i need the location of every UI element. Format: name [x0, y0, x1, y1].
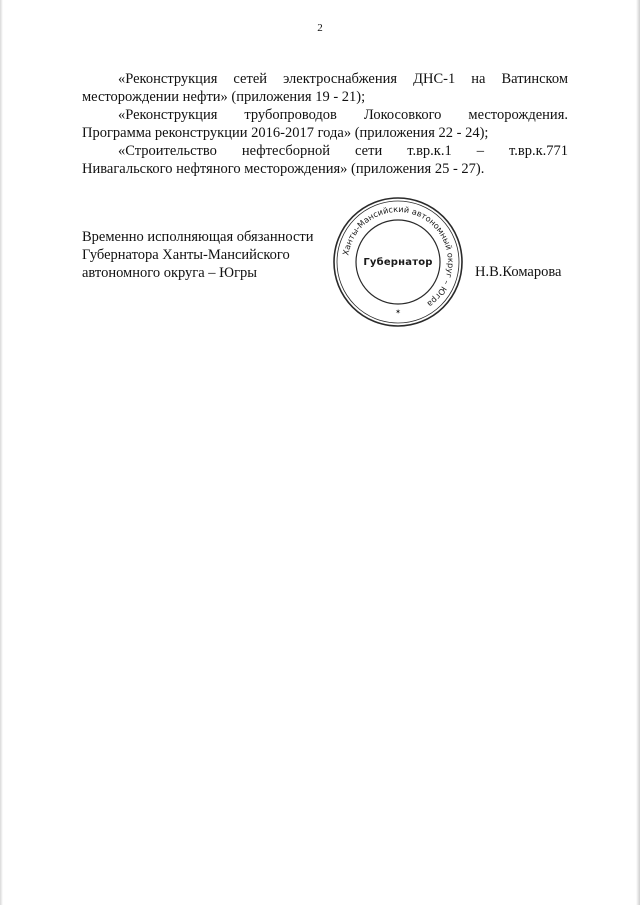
page-number: 2 [317, 22, 323, 34]
signatory-position-line: автономного округа – Югры [82, 265, 258, 281]
signatory-name: Н.В.Комарова [475, 264, 562, 280]
page-edge-right [636, 0, 640, 905]
paragraph-line: «Реконструкция сетей электроснабжения ДНС-1 на Ватинском [118, 71, 568, 87]
page-edge-left [0, 0, 3, 905]
document-body [82, 70, 568, 178]
paragraph-dns1 [82, 70, 568, 106]
signatory-position-line: Губернатора Ханты-Мансийского [82, 247, 290, 263]
seal-center-label: Губернатор [363, 256, 433, 268]
paragraph-line: месторождении нефти» (приложения 19 - 21); [82, 89, 366, 105]
signatory-position-line: Временно исполняющая обязанности [82, 229, 314, 245]
paragraph-lokosovo [82, 106, 568, 142]
paragraph-line: «Реконструкция трубопроводов Локосовкого месторождения. [118, 107, 568, 123]
star-icon: ✶ [395, 308, 401, 316]
seal-ring-text: Ханты-Мансийский автономный округ – Югра [340, 203, 457, 310]
paragraph-line: Нивагальского нефтяного месторождения» (приложения 25 - 27). [82, 161, 485, 177]
paragraph-line: Программа реконструкции 2016-2017 года» (приложения 22 - 24); [82, 125, 489, 141]
signatory-position [82, 228, 314, 282]
paragraph-line: «Строительство нефтесборной сети т.вр.к.1 – т.вр.к.771 [118, 143, 568, 159]
official-seal [331, 195, 465, 329]
paragraph-nivagal [82, 142, 568, 178]
